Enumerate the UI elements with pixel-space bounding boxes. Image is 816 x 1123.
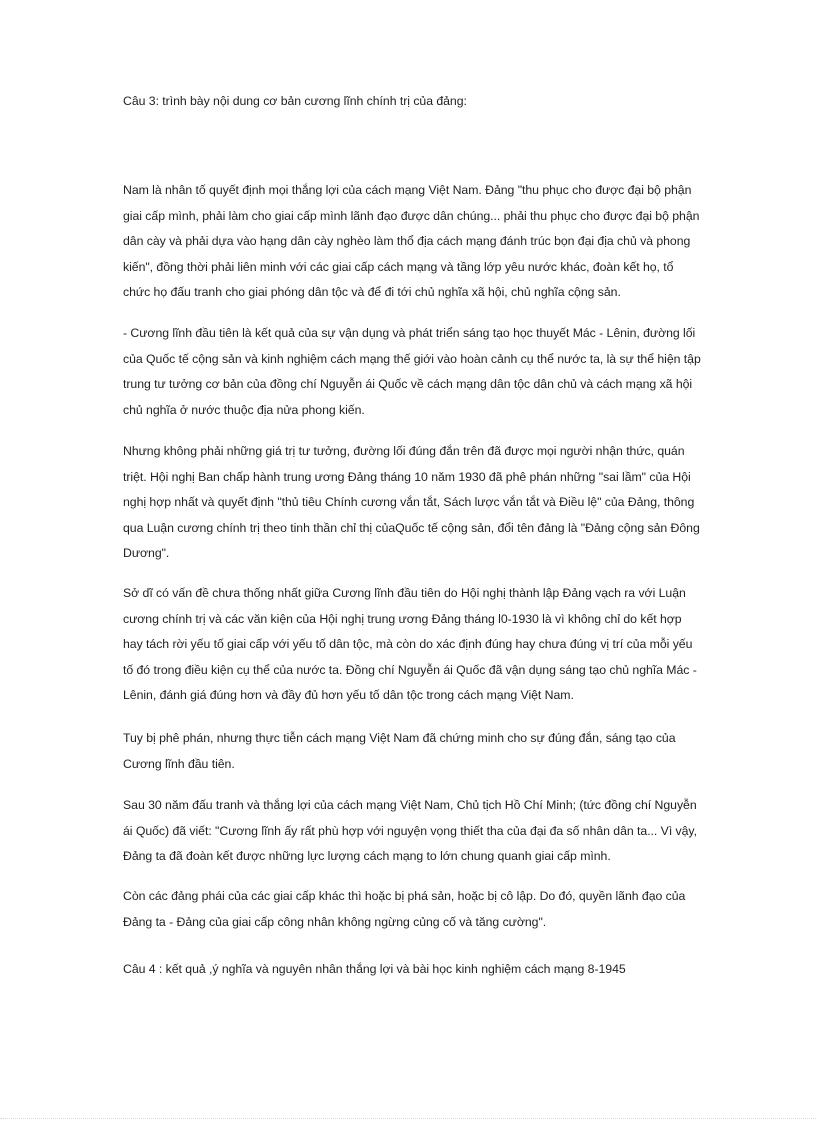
paragraph-6: Sau 30 năm đấu tranh và thắng lợi của cách mạng Việt Nam, Chủ tịch Hồ Chí Minh; (tức đồng chí Nguyễn ái Quốc) đã viết: "Cương lĩnh ấy rất phù hợp với nguyện vọng thiết tha của đại đa số nhân dân ta... Vì vậy, Đảng ta đã đoàn kết được những lực lượng cách mạng to lớn chung quanh giai cấp mình. xyxy=(123,798,697,864)
paragraph-7: Còn các đảng phái của các giai cấp khác thì hoặc bị phá sản, hoặc bị cô lập. Do đó, quyền lãnh đạo của Đảng ta - Đảng của giai cấp công nhân không ngừng củng cố và tăng cường". xyxy=(123,889,686,929)
question-4-heading: Câu 4 : kết quả ,ý nghĩa và nguyên nhân thắng lợi và bài học kinh nghiệm cách mạng 8-1945 xyxy=(123,962,626,976)
page-bottom-divider xyxy=(0,1118,816,1119)
paragraph-3: Nhưng không phải những giá trị tư tưởng, đường lối đúng đắn trên đã được mọi người nhận thức, quán triệt. Hội nghị Ban chấp hành trung ương Đảng tháng 10 năm 1930 đã phê phán những "sai lầm" của Hội nghị hợp nhất và quyết định "thủ tiêu Chính cương vắn tắt, Sách lược vắn tắt và Điều lệ" của Đảng, thông qua Luận cương chính trị theo tinh thần chỉ thị củaQuốc tế cộng sản, đổi tên đảng là "Đảng cộng sản Đông Dương". xyxy=(123,444,700,561)
paragraph-4: Sở dĩ có vấn đề chưa thống nhất giữa Cương lĩnh đầu tiên do Hội nghị thành lập Đảng vạch ra với Luận cương chính trị và các văn kiện của Hội nghị trung ương Đảng tháng l0-1930 là vì không chỉ do kết hợp hay tách rời yếu tố giai cấp với yếu tố dân tộc, mà còn do xác định đúng hay chưa đúng vị trí của mỗi yếu tố đó trong điều kiện cụ thể của nước ta. Đồng chí Nguyễn ái Quốc đã vận dụng sáng tạo chủ nghĩa Mác - Lênin, đánh giá đúng hơn và đầy đủ hơn yếu tố dân tộc trong cách mạng Việt Nam. xyxy=(123,586,697,703)
paragraph-2: - Cương lĩnh đầu tiên là kết quả của sự vận dụng và phát triển sáng tạo học thuyết Mác - Lênin, đường lối của Quốc tế cộng sản và kinh nghiệm cách mạng thế giới vào hoàn cảnh cụ thể nước ta, là sự thể hiện tập trung tư tưởng cơ bản của đồng chí Nguyễn ái Quốc về cách mạng dân tộc dân chủ và cách mạng xã hội chủ nghĩa ở nước thuộc địa nửa phong kiến. xyxy=(123,326,701,417)
paragraph-1: Nam là nhân tố quyết định mọi thắng lợi của cách mạng Việt Nam. Đảng "thu phục cho được đại bộ phận giai cấp mình, phải làm cho giai cấp mình lãnh đạo được dân chúng... phải thu phục cho được đại bộ phận dân cày và phải dựa vào hạng dân cày nghèo làm thổ địa cách mạng đánh trúc bọn đại địa chủ và phong kiến", đồng thời phải liên minh với các giai cấp cách mạng và tầng lớp yêu nước khác, đoàn kết họ, tổ chức họ đấu tranh cho giai phóng dân tộc và để đi tới chủ nghĩa xã hội, chủ nghĩa cộng sản. xyxy=(123,183,700,300)
paragraph-5: Tuy bị phê phán, nhưng thực tiễn cách mạng Việt Nam đã chứng minh cho sự đúng đắn, sáng tạo của Cương lĩnh đầu tiên. xyxy=(123,731,676,771)
question-3-heading: Câu 3: trình bày nội dung cơ bản cương lĩnh chính trị của đảng: xyxy=(123,94,467,108)
